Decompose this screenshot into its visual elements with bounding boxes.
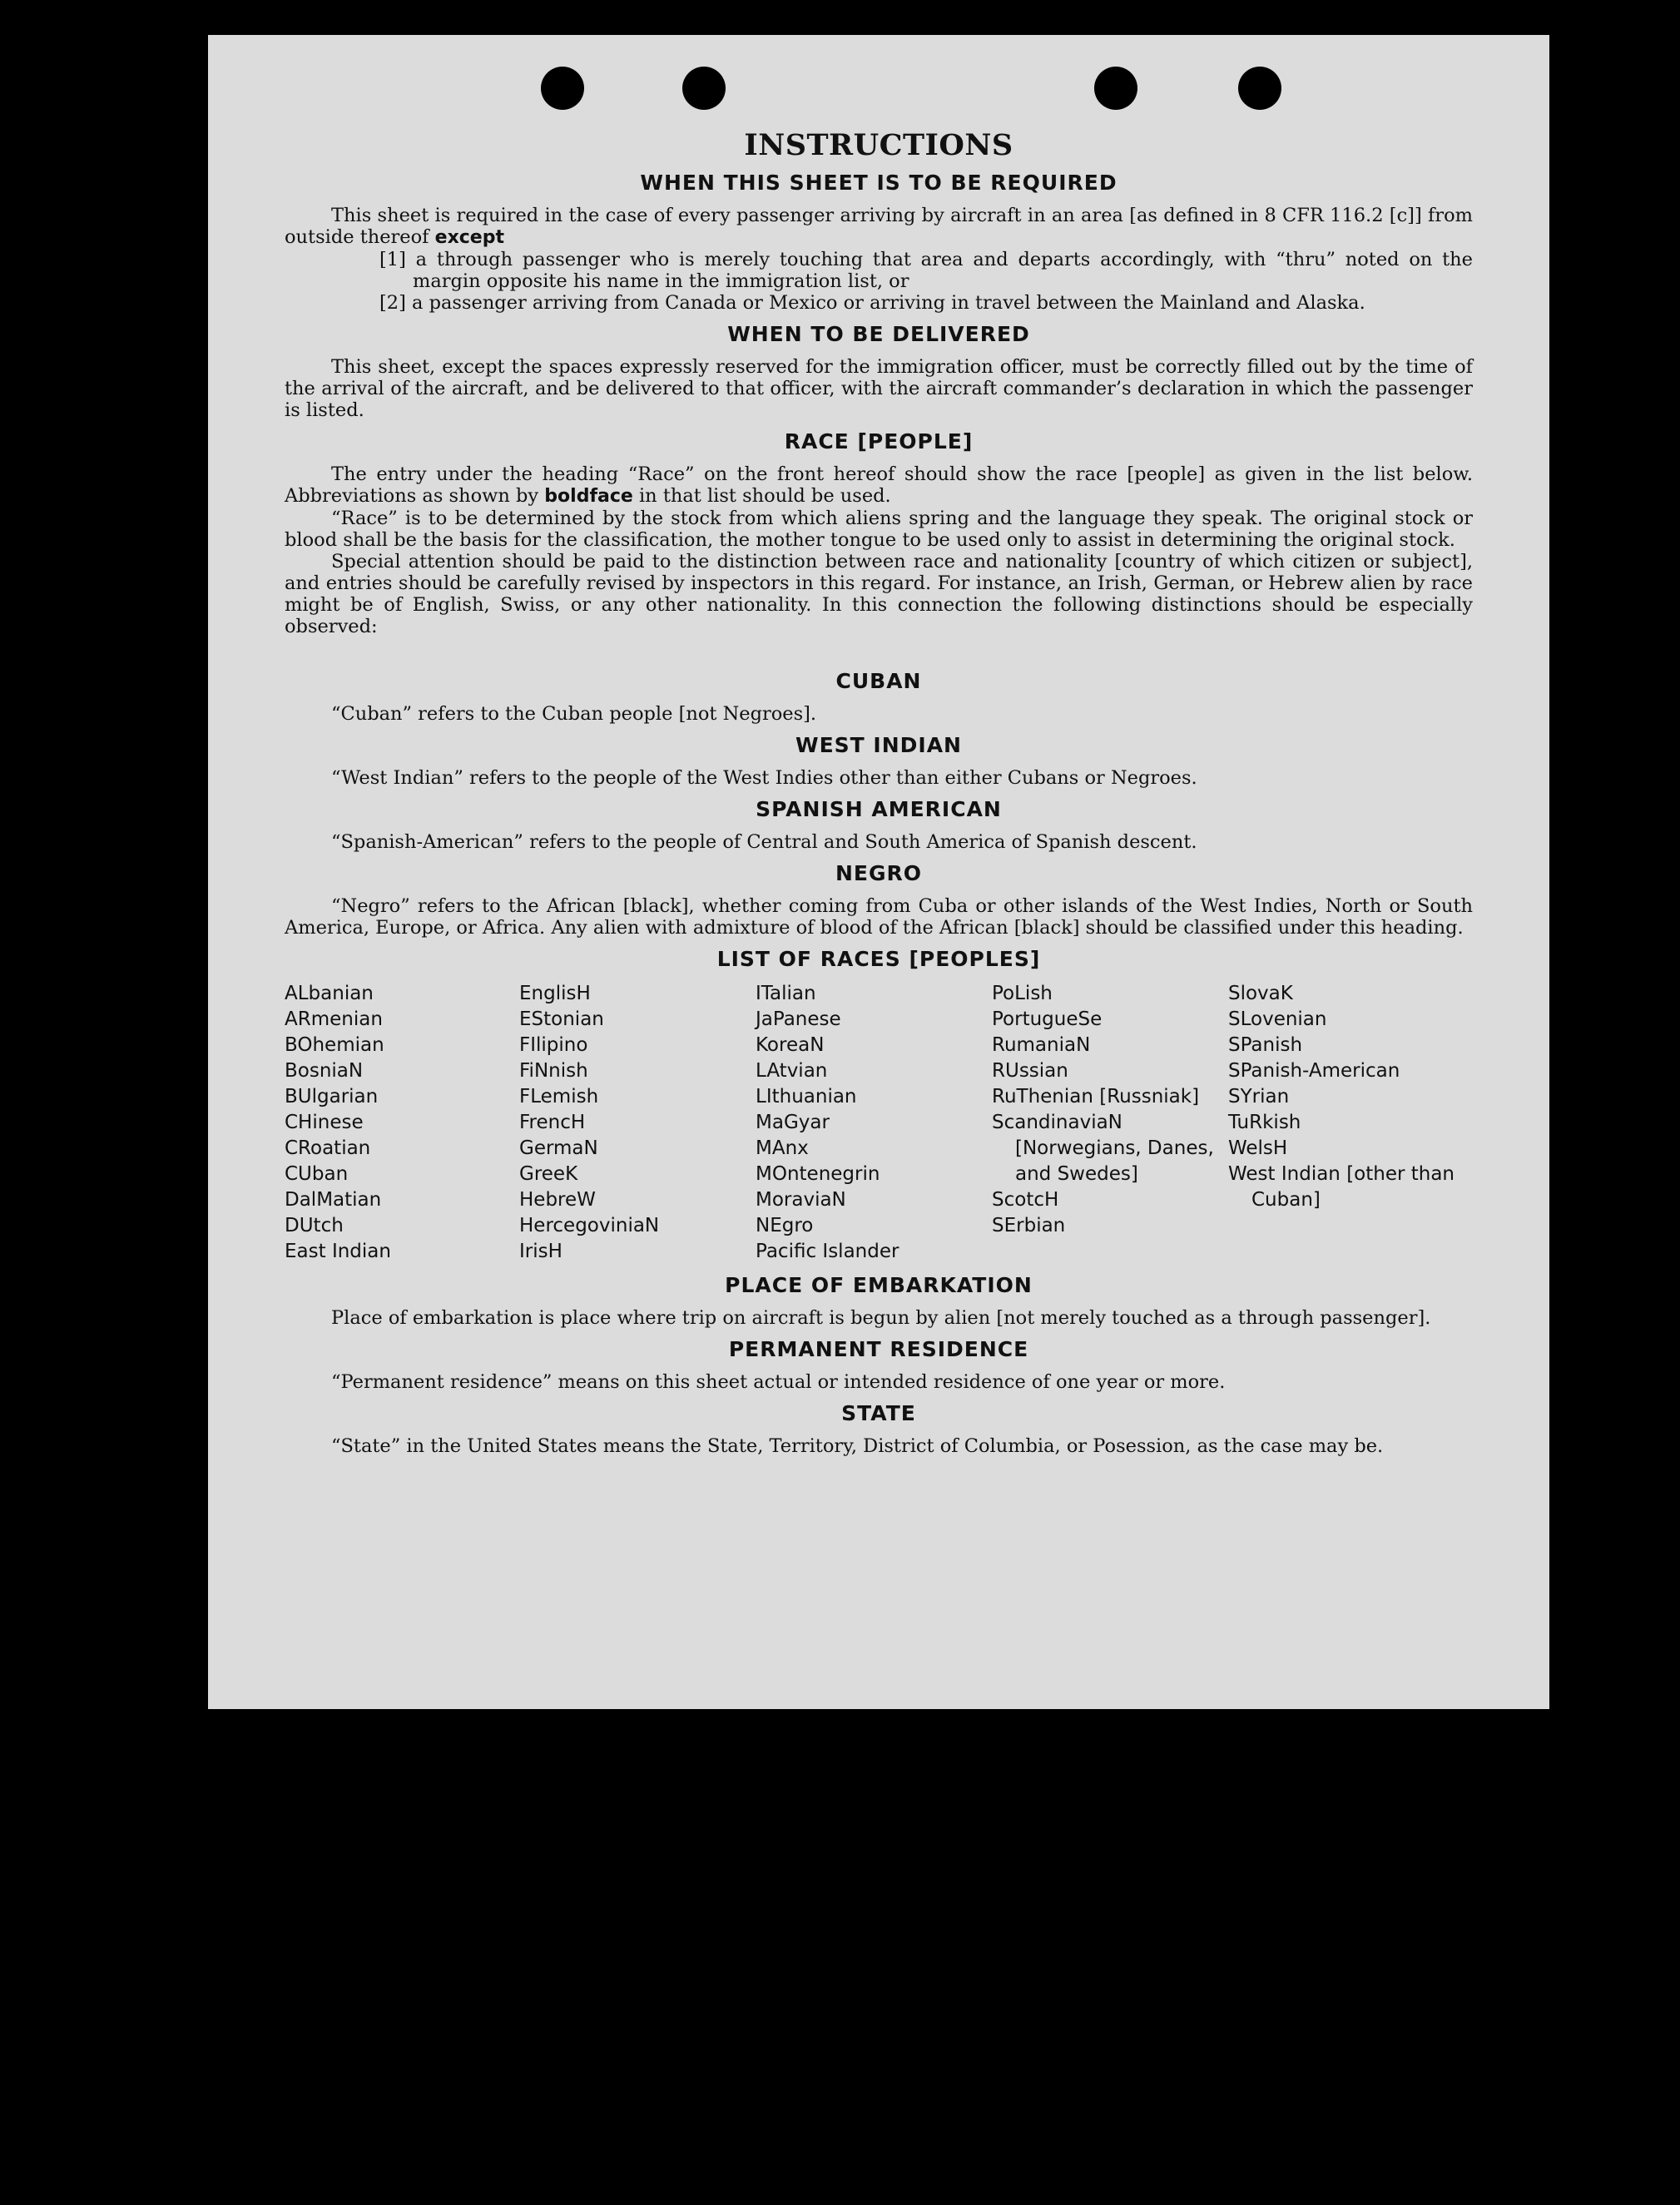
- section-heading-state: STATE: [841, 1401, 916, 1425]
- punch-hole: [541, 67, 584, 110]
- race-entry: LAtvian: [756, 1060, 828, 1082]
- embarkation-text: Place of embarkation is place where trip on aircraft is begun by alien [not merely touched as a through passenger].: [331, 1307, 1431, 1329]
- race-entry: SErbian: [992, 1215, 1066, 1236]
- race-entry: HebreW: [519, 1189, 596, 1211]
- race-entry: IrisH: [519, 1241, 562, 1262]
- race-entry: MAnx: [756, 1137, 809, 1159]
- condition-1: [1] a through passenger who is merely touching that area and departs accordingly, with “thru” noted on the margin opposite his name in the immigration list, or: [379, 249, 1473, 292]
- race-entry: SlovaK: [1228, 983, 1293, 1004]
- state-text: “State” in the United States means the State, Territory, District of Columbia, or Posession, as the case may be.: [331, 1435, 1384, 1457]
- race-entry: NEgro: [756, 1215, 814, 1236]
- race-entry: CRoatian: [285, 1137, 371, 1159]
- delivered-text: This sheet, except the spaces expressly reserved for the immigration officer, must be correctly filled out by the time of the arrival of the aircraft, and be delivered to that officer, with the aircraft commander’s declaration in which the passenger is listed.: [285, 356, 1473, 421]
- race-entry: Pacific Islander: [756, 1241, 899, 1262]
- race-entry: FLemish: [519, 1086, 599, 1107]
- race-entry: LIthuanian: [756, 1086, 857, 1107]
- race-entry: BOhemian: [285, 1034, 384, 1056]
- race-entry: MaGyar: [756, 1112, 830, 1133]
- race-entry: SPanish-American: [1228, 1060, 1400, 1082]
- races-column-4: [992, 981, 1228, 1265]
- race-entry: EStonian: [519, 1008, 604, 1030]
- race-entry: SPanish: [1228, 1034, 1303, 1056]
- race-entry: ScotcH: [992, 1189, 1059, 1211]
- race-entry: ScandinaviaN [Norwegians, Danes, and Swedes]: [992, 1112, 1214, 1185]
- race-entry: BosniaN: [285, 1060, 364, 1082]
- race-entry: RUssian: [992, 1060, 1068, 1082]
- punch-hole: [682, 67, 726, 110]
- section-heading-negro: NEGRO: [835, 861, 923, 885]
- race-paragraph-1: The entry under the heading “Race” on the front hereof should show the race [people] as given in the list below. Abbreviations as shown by boldface in that list should be used.: [285, 463, 1473, 507]
- section-heading-race: RACE [PEOPLE]: [784, 429, 974, 453]
- section-heading-required: WHEN THIS SHEET IS TO BE REQUIRED: [640, 171, 1118, 195]
- section-heading-residence: PERMANENT RESIDENCE: [728, 1337, 1029, 1361]
- spanish-american-text: “Spanish-American” refers to the people of Central and South America of Spanish descent.: [331, 831, 1197, 853]
- race-entry: ALbanian: [285, 983, 374, 1004]
- race-paragraph-2: “Race” is to be determined by the stock from which aliens spring and the language they speak. The original stock or blood shall be the basis for the classification, the mother tongue to be used only to assist in determining the original stock.: [285, 508, 1473, 551]
- race-entry: GermaN: [519, 1137, 598, 1159]
- race-entry: West Indian [other than Cuban]: [1228, 1163, 1455, 1211]
- races-list: [285, 981, 1473, 1265]
- race-entry: DUtch: [285, 1215, 344, 1236]
- races-column-1: [285, 981, 519, 1265]
- races-column-3: [756, 981, 992, 1265]
- condition-2: [2] a passenger arriving from Canada or Mexico or arriving in travel between the Mainland and Alaska.: [379, 292, 1365, 314]
- instruction-sheet: [208, 35, 1549, 1709]
- races-column-2: [519, 981, 756, 1265]
- race-entry: JaPanese: [756, 1008, 841, 1030]
- race-entry: MoraviaN: [756, 1189, 846, 1211]
- residence-text: “Permanent residence” means on this sheet actual or intended residence of one year or more.: [331, 1371, 1226, 1393]
- race-entry: SLovenian: [1228, 1008, 1327, 1030]
- page-title: INSTRUCTIONS: [744, 128, 1013, 162]
- punch-hole: [1238, 67, 1281, 110]
- required-intro: This sheet is required in the case of every passenger arriving by aircraft in an area [as defined in 8 CFR 116.2 [c]] from outside thereof except: [285, 205, 1473, 248]
- race-entry: RuThenian [Russniak]: [992, 1086, 1200, 1107]
- race-entry: MOntenegrin: [756, 1163, 880, 1185]
- race-entry: East Indian: [285, 1241, 391, 1262]
- race-entry: CUban: [285, 1163, 349, 1185]
- race-paragraph-3: Special attention should be paid to the distinction between race and nationality [country of which citizen or subject], and entries should be carefully revised by inspectors in this regard. For instance, an Irish, German, or Hebrew alien by race might be of English, Swiss, or any other nationality. In this connection the following distinctions should be especially observed:: [285, 551, 1473, 637]
- race-entry: ITalian: [756, 983, 816, 1004]
- race-entry: PortugueSe: [992, 1008, 1103, 1030]
- race-entry: HercegoviniaN: [519, 1215, 660, 1236]
- race-entry: FrencH: [519, 1112, 586, 1133]
- race-entry: FiNnish: [519, 1060, 588, 1082]
- race-entry: WelsH: [1228, 1137, 1288, 1159]
- section-heading-cuban: CUBAN: [835, 669, 922, 693]
- west-indian-text: “West Indian” refers to the people of the West Indies other than either Cubans or Negroes.: [331, 767, 1197, 789]
- race-entry: GreeK: [519, 1163, 578, 1185]
- section-heading-races-list: LIST OF RACES [PEOPLES]: [716, 947, 1041, 971]
- race-entry: PoLish: [992, 983, 1053, 1004]
- negro-text: “Negro” refers to the African [black], whether coming from Cuba or other islands of the West Indies, North or South America, Europe, or Africa. Any alien with admixture of blood of the African [black] should be classified under this heading.: [285, 895, 1473, 939]
- races-column-5: [1228, 981, 1464, 1265]
- race-entry: RumaniaN: [992, 1034, 1091, 1056]
- race-entry: KoreaN: [756, 1034, 825, 1056]
- race-entry: ARmenian: [285, 1008, 383, 1030]
- section-heading-west-indian: WEST INDIAN: [795, 733, 962, 757]
- race-entry: FIlipino: [519, 1034, 588, 1056]
- race-entry: DalMatian: [285, 1189, 382, 1211]
- section-heading-embarkation: PLACE OF EMBARKATION: [725, 1273, 1033, 1297]
- section-heading-delivered: WHEN TO BE DELIVERED: [727, 322, 1030, 346]
- cuban-text: “Cuban” refers to the Cuban people [not Negroes].: [331, 703, 817, 725]
- race-entry: EnglisH: [519, 983, 591, 1004]
- race-entry: CHinese: [285, 1112, 364, 1133]
- punch-hole: [1094, 67, 1137, 110]
- race-entry: TuRkish: [1228, 1112, 1301, 1133]
- race-entry: BUlgarian: [285, 1086, 379, 1107]
- section-heading-spanish-american: SPANISH AMERICAN: [756, 797, 1002, 821]
- race-entry: SYrian: [1228, 1086, 1290, 1107]
